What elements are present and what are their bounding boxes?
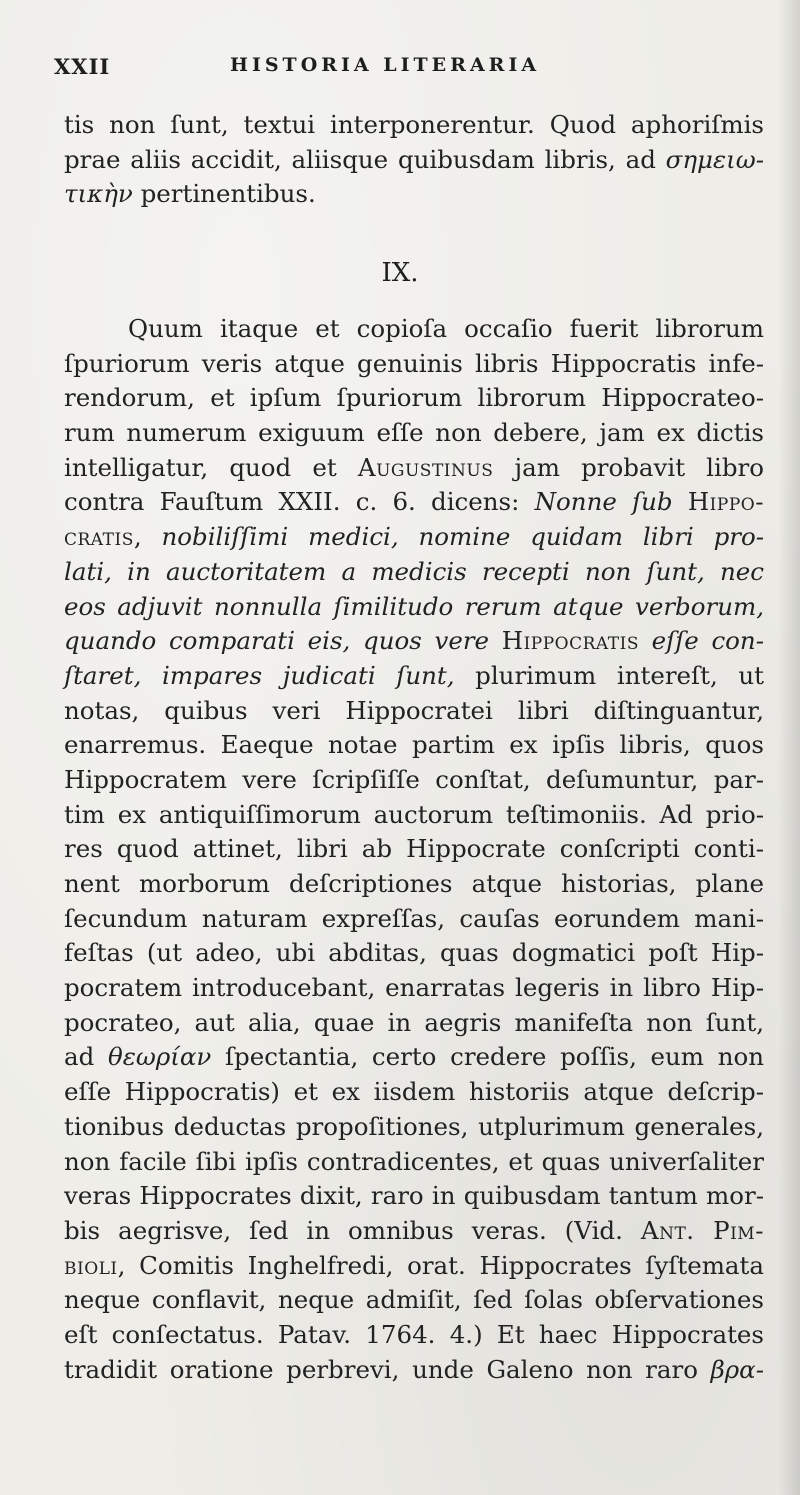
text-segment: , Comitis Inghelfredi, orat. Hippocrates ſyſtemata	[117, 1250, 764, 1280]
text-line	[64, 971, 764, 1006]
text-line	[64, 1283, 764, 1318]
text-line	[64, 902, 764, 937]
text-line	[64, 1145, 764, 1180]
text-segment: pocrateo, aut alia, quae in aegris manifeſta non ſunt,	[64, 1007, 764, 1037]
text-segment: Quum itaque et copioſa occaſio fuerit librorum	[128, 314, 764, 343]
text-line	[64, 832, 764, 867]
text-line	[64, 763, 764, 798]
text-segment: intelligatur, quod et	[64, 452, 358, 482]
greek-word: θεωρίαν	[107, 1042, 212, 1072]
page-gutter-shadow	[778, 0, 800, 1495]
text-segment: tim ex antiquiſſimorum auctorum teſtimoniis. Ad prio-	[64, 799, 764, 829]
text-segment: ſtaret, impares judicati ſunt,	[64, 660, 455, 690]
text-segment: prae aliis accidit, aliisque quibusdam libris, ad	[64, 144, 666, 174]
text-line	[64, 1006, 764, 1041]
text-line	[64, 728, 764, 763]
text-segment: pocratem introducebant, enarratas legeris in libro Hip-	[64, 973, 764, 1003]
text-line	[64, 1075, 764, 1110]
text-segment: pertinentibus.	[132, 179, 316, 209]
text-line	[64, 694, 764, 729]
text-line	[64, 347, 764, 382]
text-segment: rendorum, et ipſum ſpuriorum librorum Hippocrateo-	[64, 383, 764, 413]
text-line	[64, 1179, 764, 1214]
text-segment: nent morborum deſcriptiones atque historias, plane	[64, 869, 764, 898]
text-segment: ſpectantia, certo credere poſſis, eum non	[211, 1042, 765, 1072]
text-segment: contra Fauſtum XXII. c. 6. dicens:	[64, 487, 535, 517]
text-line	[64, 1040, 764, 1075]
text-segment: ſpuriorum veris atque genuinis libris Hippocratis infe-	[64, 348, 764, 378]
text-line	[64, 1318, 764, 1353]
text-segment: enarremus. Eaeque notae partim ex ipſis libris, quos	[64, 730, 764, 760]
text-segment: ſecundum naturam expreſſas, cauſas eorundem mani-	[64, 903, 764, 933]
text-line	[64, 108, 764, 143]
text-segment: tionibus deductas propoſitiones, utplurimum generales,	[64, 1111, 764, 1141]
text-segment: eſſe con-	[638, 626, 764, 656]
text-segment: Nonne ſub	[534, 487, 688, 517]
small-caps-name: cratis	[64, 522, 134, 552]
small-caps-name: Ant. Pim-	[640, 1215, 764, 1245]
section-number: IX.	[381, 258, 419, 288]
small-caps-name: Hippo-	[687, 487, 764, 517]
text-segment: ad	[64, 1042, 108, 1072]
greek-word: βρα-	[710, 1354, 764, 1384]
text-segment: plurimum intereſt, ut	[454, 660, 764, 690]
greek-word: σημειω-	[665, 144, 764, 174]
text-segment: notas, quibus veri Hippocratei libri diſtinguantur,	[64, 695, 764, 725]
text-line	[64, 867, 764, 902]
text-line	[64, 416, 764, 451]
text-segment: eſt conſectatus. Patav. 1764. 4.) Et haec Hippocrates	[64, 1319, 764, 1349]
text-segment: lati, in auctoritatem a medicis recepti non ſunt, nec	[64, 556, 764, 586]
text-segment: eos adjuvit nonnulla ſimilitudo rerum atque verborum,	[64, 591, 764, 621]
small-caps-name: bioli	[64, 1250, 118, 1280]
text-segment: bis aegrisve, ſed in omnibus veras. (Vid.	[64, 1215, 641, 1245]
text-line	[64, 1214, 764, 1249]
text-line	[64, 936, 764, 971]
text-segment: ,	[133, 522, 162, 552]
text-line	[64, 659, 764, 694]
page-number: XXII	[54, 54, 111, 79]
text-line	[64, 590, 764, 625]
text-line	[64, 520, 764, 555]
text-segment: nobiliſſimi medici, nomine quidam libri pro-	[161, 522, 764, 552]
text-segment: rum numerum exiguum eſſe non debere, jam ex dictis	[64, 418, 764, 448]
running-title: HISTORIA LITERARIA	[230, 54, 541, 76]
text-line	[64, 624, 764, 659]
text-line	[64, 1353, 764, 1388]
text-segment: Hippocratem vere ſcripſiſſe conſtat, deſumuntur, par-	[64, 764, 764, 794]
text-line	[64, 1110, 764, 1145]
text-line	[64, 451, 764, 486]
text-line	[64, 1249, 764, 1284]
paragraph-continued	[64, 108, 764, 212]
running-head	[40, 50, 760, 80]
text-line	[64, 143, 764, 178]
text-segment: eſſe Hippocratis) et ex iisdem historiis atque deſcrip-	[64, 1077, 764, 1107]
text-segment: res quod attinet, libri ab Hippocrate conſcripti conti-	[64, 834, 764, 864]
greek-word: τικὴν	[64, 179, 133, 209]
text-line	[64, 555, 764, 590]
text-segment: tis non ſunt, textui interponerentur. Quod aphoriſmis	[64, 110, 764, 139]
text-segment: jam probavit libro	[493, 452, 765, 482]
text-line	[64, 381, 764, 416]
text-segment: feſtas (ut adeo, ubi abditas, quas dogmatici poſt Hip-	[64, 938, 764, 968]
text-segment: veras Hippocrates dixit, raro in quibusdam tantum mor-	[64, 1181, 764, 1211]
text-line	[64, 485, 764, 520]
text-line	[64, 177, 764, 212]
text-segment: neque conflavit, neque admiſit, ſed ſolas obſervationes	[64, 1285, 764, 1315]
text-segment: quando comparati eis, quos vere	[64, 626, 502, 656]
text-line	[64, 798, 764, 833]
text-segment: tradidit oratione perbrevi, unde Galeno non raro	[64, 1354, 711, 1384]
small-caps-name: Augustinus	[357, 452, 494, 482]
text-line	[64, 312, 764, 347]
text-segment: non facile ſibi ipſis contradicentes, et quas univerſaliter	[64, 1146, 764, 1176]
small-caps-name: Hippocratis	[501, 626, 639, 656]
paragraph-section-ix	[64, 312, 764, 1387]
